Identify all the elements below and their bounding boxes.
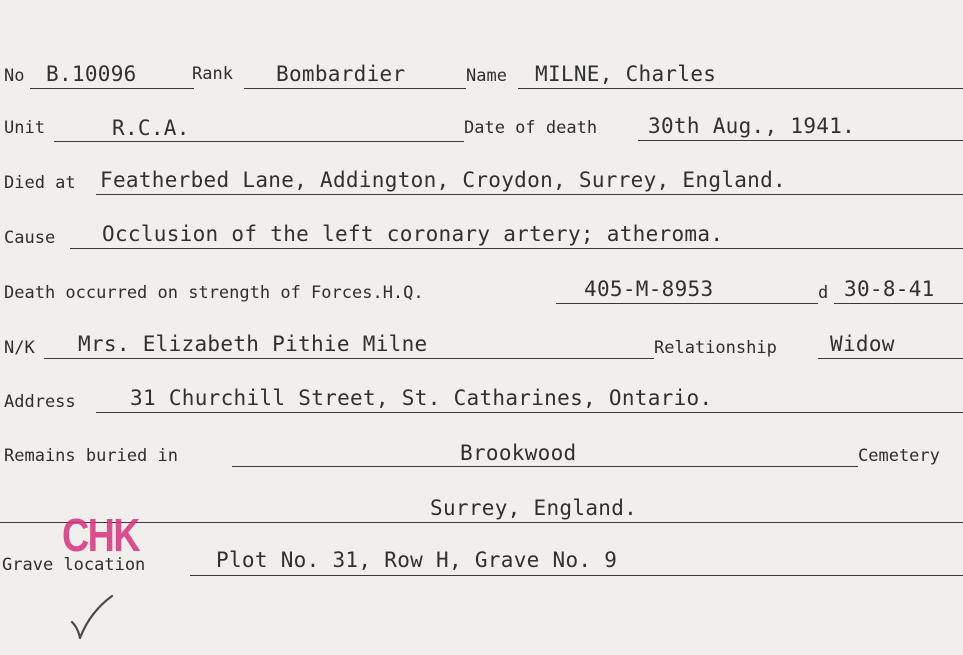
label-address: Address [4, 392, 76, 412]
underline [190, 575, 963, 576]
underline [232, 466, 858, 467]
underline [96, 412, 963, 413]
label-cemetery: Cemetery [858, 446, 940, 466]
label-nk: N/K [4, 338, 35, 358]
label-relationship: Relationship [654, 338, 777, 358]
label-cause: Cause [4, 228, 56, 248]
label-name: Name [466, 66, 507, 86]
label-date-of-death: Date of death [464, 118, 598, 138]
died-at-value: Featherbed Lane, Addington, Croydon, Surrey, England. [100, 168, 786, 192]
label-death-occurred: Death occurred on strength of Forces.H.Q. [4, 283, 424, 303]
date-of-death-value: 30th Aug., 1941. [648, 114, 856, 138]
relationship-value: Widow [830, 332, 895, 356]
label-unit: Unit [4, 118, 45, 138]
chk-stamp: CHK [62, 509, 139, 561]
underline [244, 88, 466, 89]
cause-value: Occlusion of the left coronary artery; atheroma. [102, 222, 724, 246]
hq-date-value: 30-8-41 [844, 277, 935, 301]
underline [70, 248, 963, 249]
cemetery-name-value: Brookwood [460, 441, 577, 465]
unit-value: R.C.A. [112, 116, 190, 140]
check-icon [66, 592, 118, 644]
underline [818, 358, 963, 359]
service-number: B.10096 [46, 62, 137, 86]
underline [44, 358, 654, 359]
label-rank: Rank [192, 64, 233, 84]
underline [518, 88, 963, 89]
label-d: d [818, 283, 829, 303]
rank-value: Bombardier [276, 62, 406, 86]
label-died-at: Died at [4, 173, 76, 193]
underline [638, 140, 963, 141]
label-no: No [4, 66, 25, 86]
underline [30, 88, 194, 89]
underline [0, 522, 963, 523]
name-value: MILNE, Charles [535, 62, 717, 86]
address-value: 31 Churchill Street, St. Catharines, Ontario. [130, 386, 713, 410]
underline [834, 303, 963, 304]
underline [96, 194, 963, 195]
label-remains-buried-in: Remains buried in [4, 446, 178, 466]
underline [556, 303, 818, 304]
underline [54, 141, 464, 142]
hq-reference-value: 405-M-8953 [584, 277, 714, 301]
cemetery-location-value: Surrey, England. [430, 496, 638, 520]
label-grave-location: Grave location [2, 555, 146, 575]
next-of-kin-value: Mrs. Elizabeth Pithie Milne [78, 332, 428, 356]
grave-location-value: Plot No. 31, Row H, Grave No. 9 [216, 548, 618, 572]
